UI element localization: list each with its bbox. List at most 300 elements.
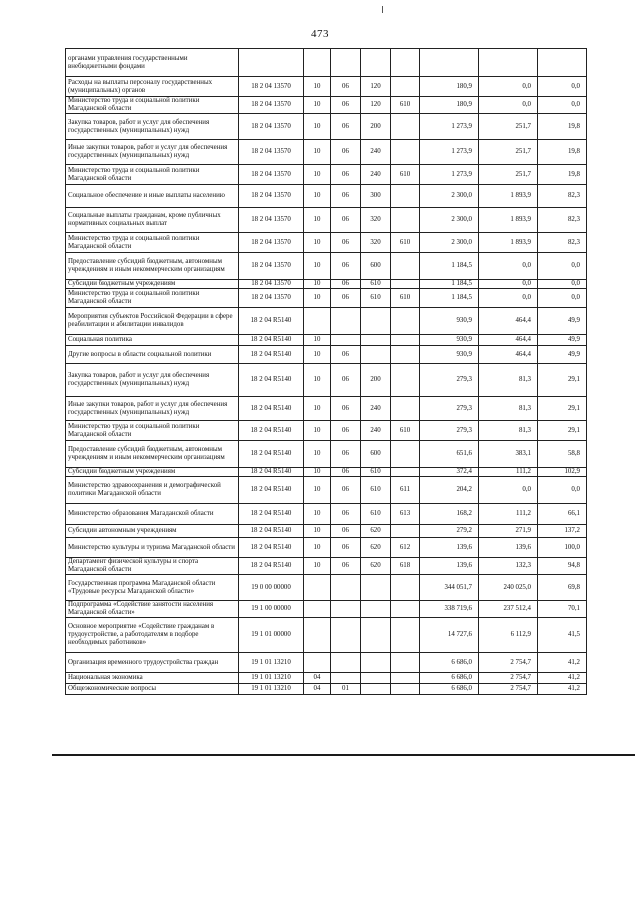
execution-percent: 29,1: [538, 397, 587, 421]
actual-amount: [479, 49, 538, 77]
expense-type-code: 600: [361, 253, 391, 280]
plan-amount: 6 686,0: [420, 684, 479, 695]
row-name: Предоставление субсидий бюджетным, автономным учреждениям и иным некоммерческим организациям: [66, 441, 239, 468]
execution-percent: 49,9: [538, 335, 587, 346]
subsection-code: 01: [331, 684, 361, 695]
table-row: [66, 97, 587, 114]
plan-amount: 6 686,0: [420, 673, 479, 684]
target-code: 18 2 04 13570: [239, 208, 304, 233]
target-code: 18 2 04 13570: [239, 185, 304, 208]
expense-type-code: 620: [361, 538, 391, 558]
plan-amount: 204,2: [420, 477, 479, 504]
actual-amount: 1 893,9: [479, 233, 538, 253]
table-row: [66, 397, 587, 421]
table-row: [66, 308, 587, 335]
section-code: 10: [304, 558, 331, 575]
subsection-code: [331, 49, 361, 77]
subsection-code: 06: [331, 97, 361, 114]
section-code: 10: [304, 397, 331, 421]
table-row: [66, 335, 587, 346]
row-name: Субсидии бюджетным учреждениям: [66, 280, 239, 289]
department-code: [391, 397, 420, 421]
table-row: [66, 185, 587, 208]
plan-amount: 930,9: [420, 346, 479, 364]
subsection-code: 06: [331, 421, 361, 441]
actual-amount: 81,3: [479, 364, 538, 397]
actual-amount: 251,7: [479, 165, 538, 185]
plan-amount: 2 300,0: [420, 233, 479, 253]
table-row: [66, 504, 587, 525]
plan-amount: 180,9: [420, 77, 479, 97]
actual-amount: 132,3: [479, 558, 538, 575]
target-code: 18 2 04 R5140: [239, 504, 304, 525]
expense-type-code: 120: [361, 97, 391, 114]
row-name: Национальная экономика: [66, 673, 239, 684]
target-code: 18 2 04 13570: [239, 97, 304, 114]
table-row: [66, 558, 587, 575]
section-code: 10: [304, 468, 331, 477]
department-code: 618: [391, 558, 420, 575]
section-code: 04: [304, 673, 331, 684]
execution-percent: 19,8: [538, 114, 587, 140]
plan-amount: 168,2: [420, 504, 479, 525]
actual-amount: 464,4: [479, 335, 538, 346]
row-name: Социальное обеспечение и иные выплаты населению: [66, 185, 239, 208]
expense-type-code: [361, 653, 391, 673]
execution-percent: 0,0: [538, 477, 587, 504]
row-name: Социальная политика: [66, 335, 239, 346]
expense-type-code: 610: [361, 468, 391, 477]
actual-amount: 383,1: [479, 441, 538, 468]
table-row: [66, 77, 587, 97]
section-code: 10: [304, 525, 331, 538]
expense-type-code: 300: [361, 185, 391, 208]
department-code: 610: [391, 289, 420, 308]
plan-amount: 1 184,5: [420, 289, 479, 308]
actual-amount: 0,0: [479, 97, 538, 114]
department-code: [391, 618, 420, 653]
execution-percent: 29,1: [538, 364, 587, 397]
plan-amount: 2 300,0: [420, 208, 479, 233]
subsection-code: 06: [331, 468, 361, 477]
department-code: [391, 653, 420, 673]
subsection-code: 06: [331, 140, 361, 165]
target-code: 18 2 04 13570: [239, 114, 304, 140]
department-code: [391, 575, 420, 601]
expense-type-code: [361, 601, 391, 618]
expense-type-code: 120: [361, 77, 391, 97]
section-code: 10: [304, 289, 331, 308]
department-code: [391, 49, 420, 77]
execution-percent: 49,9: [538, 308, 587, 335]
expense-type-code: 620: [361, 525, 391, 538]
actual-amount: 111,2: [479, 504, 538, 525]
execution-percent: 19,8: [538, 140, 587, 165]
table-row: [66, 165, 587, 185]
section-code: [304, 49, 331, 77]
execution-percent: 82,3: [538, 185, 587, 208]
section-code: 10: [304, 77, 331, 97]
subsection-code: 06: [331, 477, 361, 504]
expense-type-code: 200: [361, 114, 391, 140]
target-code: 18 2 04 R5140: [239, 538, 304, 558]
subsection-code: [331, 335, 361, 346]
execution-percent: 0,0: [538, 97, 587, 114]
section-code: 10: [304, 140, 331, 165]
department-code: [391, 364, 420, 397]
actual-amount: 1 893,9: [479, 208, 538, 233]
table-row: [66, 114, 587, 140]
expense-type-code: 600: [361, 441, 391, 468]
execution-percent: 137,2: [538, 525, 587, 538]
execution-percent: 0,0: [538, 289, 587, 308]
table-row: [66, 601, 587, 618]
department-code: 611: [391, 477, 420, 504]
department-code: [391, 601, 420, 618]
table-row: [66, 421, 587, 441]
actual-amount: 2 754,7: [479, 653, 538, 673]
execution-percent: 0,0: [538, 253, 587, 280]
execution-percent: 94,8: [538, 558, 587, 575]
execution-percent: 0,0: [538, 77, 587, 97]
subsection-code: 06: [331, 253, 361, 280]
plan-amount: 1 273,9: [420, 140, 479, 165]
department-code: [391, 280, 420, 289]
table-row: [66, 673, 587, 684]
row-name: Министерство труда и социальной политики Магаданской области: [66, 421, 239, 441]
row-name: Основное мероприятие «Содействие гражданам в трудоустройстве, а работодателям в подборе необходимых работников»: [66, 618, 239, 653]
target-code: 18 2 04 R5140: [239, 525, 304, 538]
department-code: 610: [391, 97, 420, 114]
execution-percent: 19,8: [538, 165, 587, 185]
actual-amount: 1 893,9: [479, 185, 538, 208]
expense-type-code: [361, 684, 391, 695]
department-code: 610: [391, 165, 420, 185]
table-row: [66, 346, 587, 364]
section-code: 10: [304, 233, 331, 253]
row-name: Закупка товаров, работ и услуг для обеспечения государственных (муниципальных) нужд: [66, 114, 239, 140]
row-name: Предоставление субсидий бюджетным, автономным учреждениям и иным некоммерческим организациям: [66, 253, 239, 280]
expense-type-code: 320: [361, 208, 391, 233]
target-code: 18 2 04 R5140: [239, 421, 304, 441]
actual-amount: 6 112,9: [479, 618, 538, 653]
expense-type-code: 240: [361, 421, 391, 441]
execution-percent: [538, 49, 587, 77]
table-row: [66, 280, 587, 289]
expense-type-code: [361, 673, 391, 684]
expense-type-code: 610: [361, 289, 391, 308]
subsection-code: 06: [331, 114, 361, 140]
table-row: [66, 684, 587, 695]
target-code: 18 2 04 R5140: [239, 558, 304, 575]
expense-type-code: 240: [361, 165, 391, 185]
subsection-code: [331, 653, 361, 673]
plan-amount: 14 727,6: [420, 618, 479, 653]
table-row: [66, 441, 587, 468]
execution-percent: 41,5: [538, 618, 587, 653]
subsection-code: 06: [331, 397, 361, 421]
actual-amount: 237 512,4: [479, 601, 538, 618]
expense-type-code: 610: [361, 477, 391, 504]
actual-amount: 464,4: [479, 308, 538, 335]
plan-amount: 279,3: [420, 397, 479, 421]
subsection-code: [331, 575, 361, 601]
target-code: 18 2 04 13570: [239, 77, 304, 97]
table-row: [66, 140, 587, 165]
plan-amount: 651,6: [420, 441, 479, 468]
expense-type-code: 240: [361, 140, 391, 165]
actual-amount: 271,9: [479, 525, 538, 538]
target-code: 19 1 01 13210: [239, 653, 304, 673]
plan-amount: 6 686,0: [420, 653, 479, 673]
target-code: 19 1 01 13210: [239, 673, 304, 684]
plan-amount: 279,3: [420, 421, 479, 441]
target-code: 18 2 04 R5140: [239, 364, 304, 397]
table-row: [66, 618, 587, 653]
row-name: Министерство труда и социальной политики Магаданской области: [66, 233, 239, 253]
actual-amount: 0,0: [479, 253, 538, 280]
section-code: 10: [304, 208, 331, 233]
target-code: 18 2 04 13570: [239, 165, 304, 185]
scan-tick-mark: [382, 6, 383, 13]
actual-amount: 0,0: [479, 280, 538, 289]
target-code: 19 1 01 13210: [239, 684, 304, 695]
target-code: 18 2 04 13570: [239, 289, 304, 308]
row-name: Государственная программа Магаданской области «Трудовые ресурсы Магаданской области»: [66, 575, 239, 601]
subsection-code: 06: [331, 280, 361, 289]
plan-amount: 180,9: [420, 97, 479, 114]
expense-type-code: [361, 308, 391, 335]
page-number: 473: [311, 28, 329, 40]
subsection-code: 06: [331, 558, 361, 575]
section-code: 10: [304, 504, 331, 525]
row-name: Другие вопросы в области социальной политики: [66, 346, 239, 364]
row-name: Субсидии бюджетным учреждениям: [66, 468, 239, 477]
department-code: [391, 468, 420, 477]
table-row: [66, 233, 587, 253]
execution-percent: 66,1: [538, 504, 587, 525]
plan-amount: 139,6: [420, 538, 479, 558]
actual-amount: 139,6: [479, 538, 538, 558]
department-code: [391, 308, 420, 335]
expense-type-code: [361, 346, 391, 364]
expense-type-code: [361, 575, 391, 601]
subsection-code: [331, 601, 361, 618]
subsection-code: 06: [331, 346, 361, 364]
department-code: [391, 253, 420, 280]
section-code: [304, 601, 331, 618]
row-name: Министерство труда и социальной политики Магаданской области: [66, 289, 239, 308]
row-name: Общеэкономические вопросы: [66, 684, 239, 695]
actual-amount: 240 025,0: [479, 575, 538, 601]
plan-amount: 2 300,0: [420, 185, 479, 208]
row-name: Министерство культуры и туризма Магаданской области: [66, 538, 239, 558]
target-code: 18 2 04 13570: [239, 140, 304, 165]
row-name: Субсидии автономным учреждениям: [66, 525, 239, 538]
plan-amount: 279,2: [420, 525, 479, 538]
department-code: [391, 346, 420, 364]
table-row: [66, 208, 587, 233]
department-code: [391, 441, 420, 468]
expense-type-code: [361, 49, 391, 77]
section-code: 10: [304, 97, 331, 114]
execution-percent: 82,3: [538, 233, 587, 253]
section-code: [304, 308, 331, 335]
target-code: [239, 49, 304, 77]
subsection-code: [331, 618, 361, 653]
department-code: [391, 140, 420, 165]
table-row: [66, 525, 587, 538]
department-code: [391, 684, 420, 695]
execution-percent: 102,9: [538, 468, 587, 477]
row-name: Социальные выплаты гражданам, кроме публичных нормативных социальных выплат: [66, 208, 239, 233]
bottom-rule: [52, 754, 635, 756]
section-code: 10: [304, 477, 331, 504]
actual-amount: 2 754,7: [479, 673, 538, 684]
subsection-code: 06: [331, 185, 361, 208]
section-code: 10: [304, 185, 331, 208]
department-code: 612: [391, 538, 420, 558]
execution-percent: 70,1: [538, 601, 587, 618]
row-name: Министерство образования Магаданской области: [66, 504, 239, 525]
subsection-code: 06: [331, 441, 361, 468]
table-row: [66, 253, 587, 280]
subsection-code: 06: [331, 208, 361, 233]
table-row: [66, 49, 587, 77]
subsection-code: 06: [331, 504, 361, 525]
section-code: 10: [304, 346, 331, 364]
plan-amount: 1 184,5: [420, 253, 479, 280]
row-name: Организация временного трудоустройства граждан: [66, 653, 239, 673]
section-code: 10: [304, 280, 331, 289]
department-code: 610: [391, 233, 420, 253]
department-code: [391, 185, 420, 208]
target-code: 18 2 04 13570: [239, 280, 304, 289]
row-name: Расходы на выплаты персоналу государственных (муниципальных) органов: [66, 77, 239, 97]
department-code: [391, 77, 420, 97]
plan-amount: [420, 49, 479, 77]
section-code: 10: [304, 165, 331, 185]
target-code: 18 2 04 R5140: [239, 441, 304, 468]
plan-amount: 279,3: [420, 364, 479, 397]
expense-type-code: 320: [361, 233, 391, 253]
target-code: 18 2 04 13570: [239, 233, 304, 253]
department-code: [391, 673, 420, 684]
table-row: [66, 575, 587, 601]
section-code: 10: [304, 335, 331, 346]
execution-percent: 58,8: [538, 441, 587, 468]
target-code: 19 1 00 00000: [239, 601, 304, 618]
target-code: 19 0 00 00000: [239, 575, 304, 601]
expense-type-code: 610: [361, 280, 391, 289]
subsection-code: 06: [331, 77, 361, 97]
section-code: [304, 618, 331, 653]
actual-amount: 251,7: [479, 140, 538, 165]
section-code: 10: [304, 538, 331, 558]
subsection-code: 06: [331, 364, 361, 397]
execution-percent: 49,9: [538, 346, 587, 364]
row-name: Мероприятия субъектов Российской Федерации в сфере реабилитации и абилитации инвалидов: [66, 308, 239, 335]
section-code: [304, 575, 331, 601]
actual-amount: 251,7: [479, 114, 538, 140]
table-row: [66, 653, 587, 673]
execution-percent: 41,2: [538, 684, 587, 695]
subsection-code: 06: [331, 538, 361, 558]
department-code: [391, 525, 420, 538]
plan-amount: 139,6: [420, 558, 479, 575]
execution-percent: 41,2: [538, 653, 587, 673]
execution-percent: 69,8: [538, 575, 587, 601]
department-code: [391, 335, 420, 346]
table-row: [66, 468, 587, 477]
expense-type-code: [361, 335, 391, 346]
plan-amount: 1 273,9: [420, 165, 479, 185]
plan-amount: 1 184,5: [420, 280, 479, 289]
expense-type-code: 610: [361, 504, 391, 525]
table-row: [66, 289, 587, 308]
actual-amount: 0,0: [479, 477, 538, 504]
row-name: Министерство труда и социальной политики Магаданской области: [66, 97, 239, 114]
plan-amount: 338 719,6: [420, 601, 479, 618]
target-code: 18 2 04 13570: [239, 253, 304, 280]
expense-type-code: 620: [361, 558, 391, 575]
execution-percent: 29,1: [538, 421, 587, 441]
plan-amount: 1 273,9: [420, 114, 479, 140]
row-name: Иные закупки товаров, работ и услуг для обеспечения государственных (муниципальных) нужд: [66, 140, 239, 165]
plan-amount: 930,9: [420, 335, 479, 346]
table-row: [66, 364, 587, 397]
actual-amount: 464,4: [479, 346, 538, 364]
section-code: 10: [304, 114, 331, 140]
subsection-code: [331, 308, 361, 335]
row-name: Департамент физической культуры и спорта Магаданской области: [66, 558, 239, 575]
actual-amount: 0,0: [479, 77, 538, 97]
row-name: Подпрограмма «Содействие занятости населения Магаданской области»: [66, 601, 239, 618]
actual-amount: 0,0: [479, 289, 538, 308]
section-code: 04: [304, 684, 331, 695]
row-name: Закупка товаров, работ и услуг для обеспечения государственных (муниципальных) нужд: [66, 364, 239, 397]
actual-amount: 81,3: [479, 421, 538, 441]
table-row: [66, 538, 587, 558]
section-code: 10: [304, 441, 331, 468]
department-code: 613: [391, 504, 420, 525]
target-code: 18 2 04 R5140: [239, 335, 304, 346]
section-code: 10: [304, 253, 331, 280]
subsection-code: 06: [331, 289, 361, 308]
target-code: 18 2 04 R5140: [239, 346, 304, 364]
actual-amount: 81,3: [479, 397, 538, 421]
actual-amount: 111,2: [479, 468, 538, 477]
execution-percent: 41,2: [538, 673, 587, 684]
target-code: 18 2 04 R5140: [239, 397, 304, 421]
department-code: 610: [391, 421, 420, 441]
section-code: 10: [304, 364, 331, 397]
expense-type-code: 240: [361, 397, 391, 421]
actual-amount: 2 754,7: [479, 684, 538, 695]
target-code: 18 2 04 R5140: [239, 468, 304, 477]
budget-table: [65, 48, 587, 695]
plan-amount: 930,9: [420, 308, 479, 335]
target-code: 19 1 01 00000: [239, 618, 304, 653]
subsection-code: 06: [331, 165, 361, 185]
target-code: 18 2 04 R5140: [239, 477, 304, 504]
row-name: Министерство труда и социальной политики Магаданской области: [66, 165, 239, 185]
row-name: Министерство здравоохранения и демографической политики Магаданской области: [66, 477, 239, 504]
execution-percent: 100,0: [538, 538, 587, 558]
section-code: [304, 653, 331, 673]
plan-amount: 372,4: [420, 468, 479, 477]
execution-percent: 82,3: [538, 208, 587, 233]
